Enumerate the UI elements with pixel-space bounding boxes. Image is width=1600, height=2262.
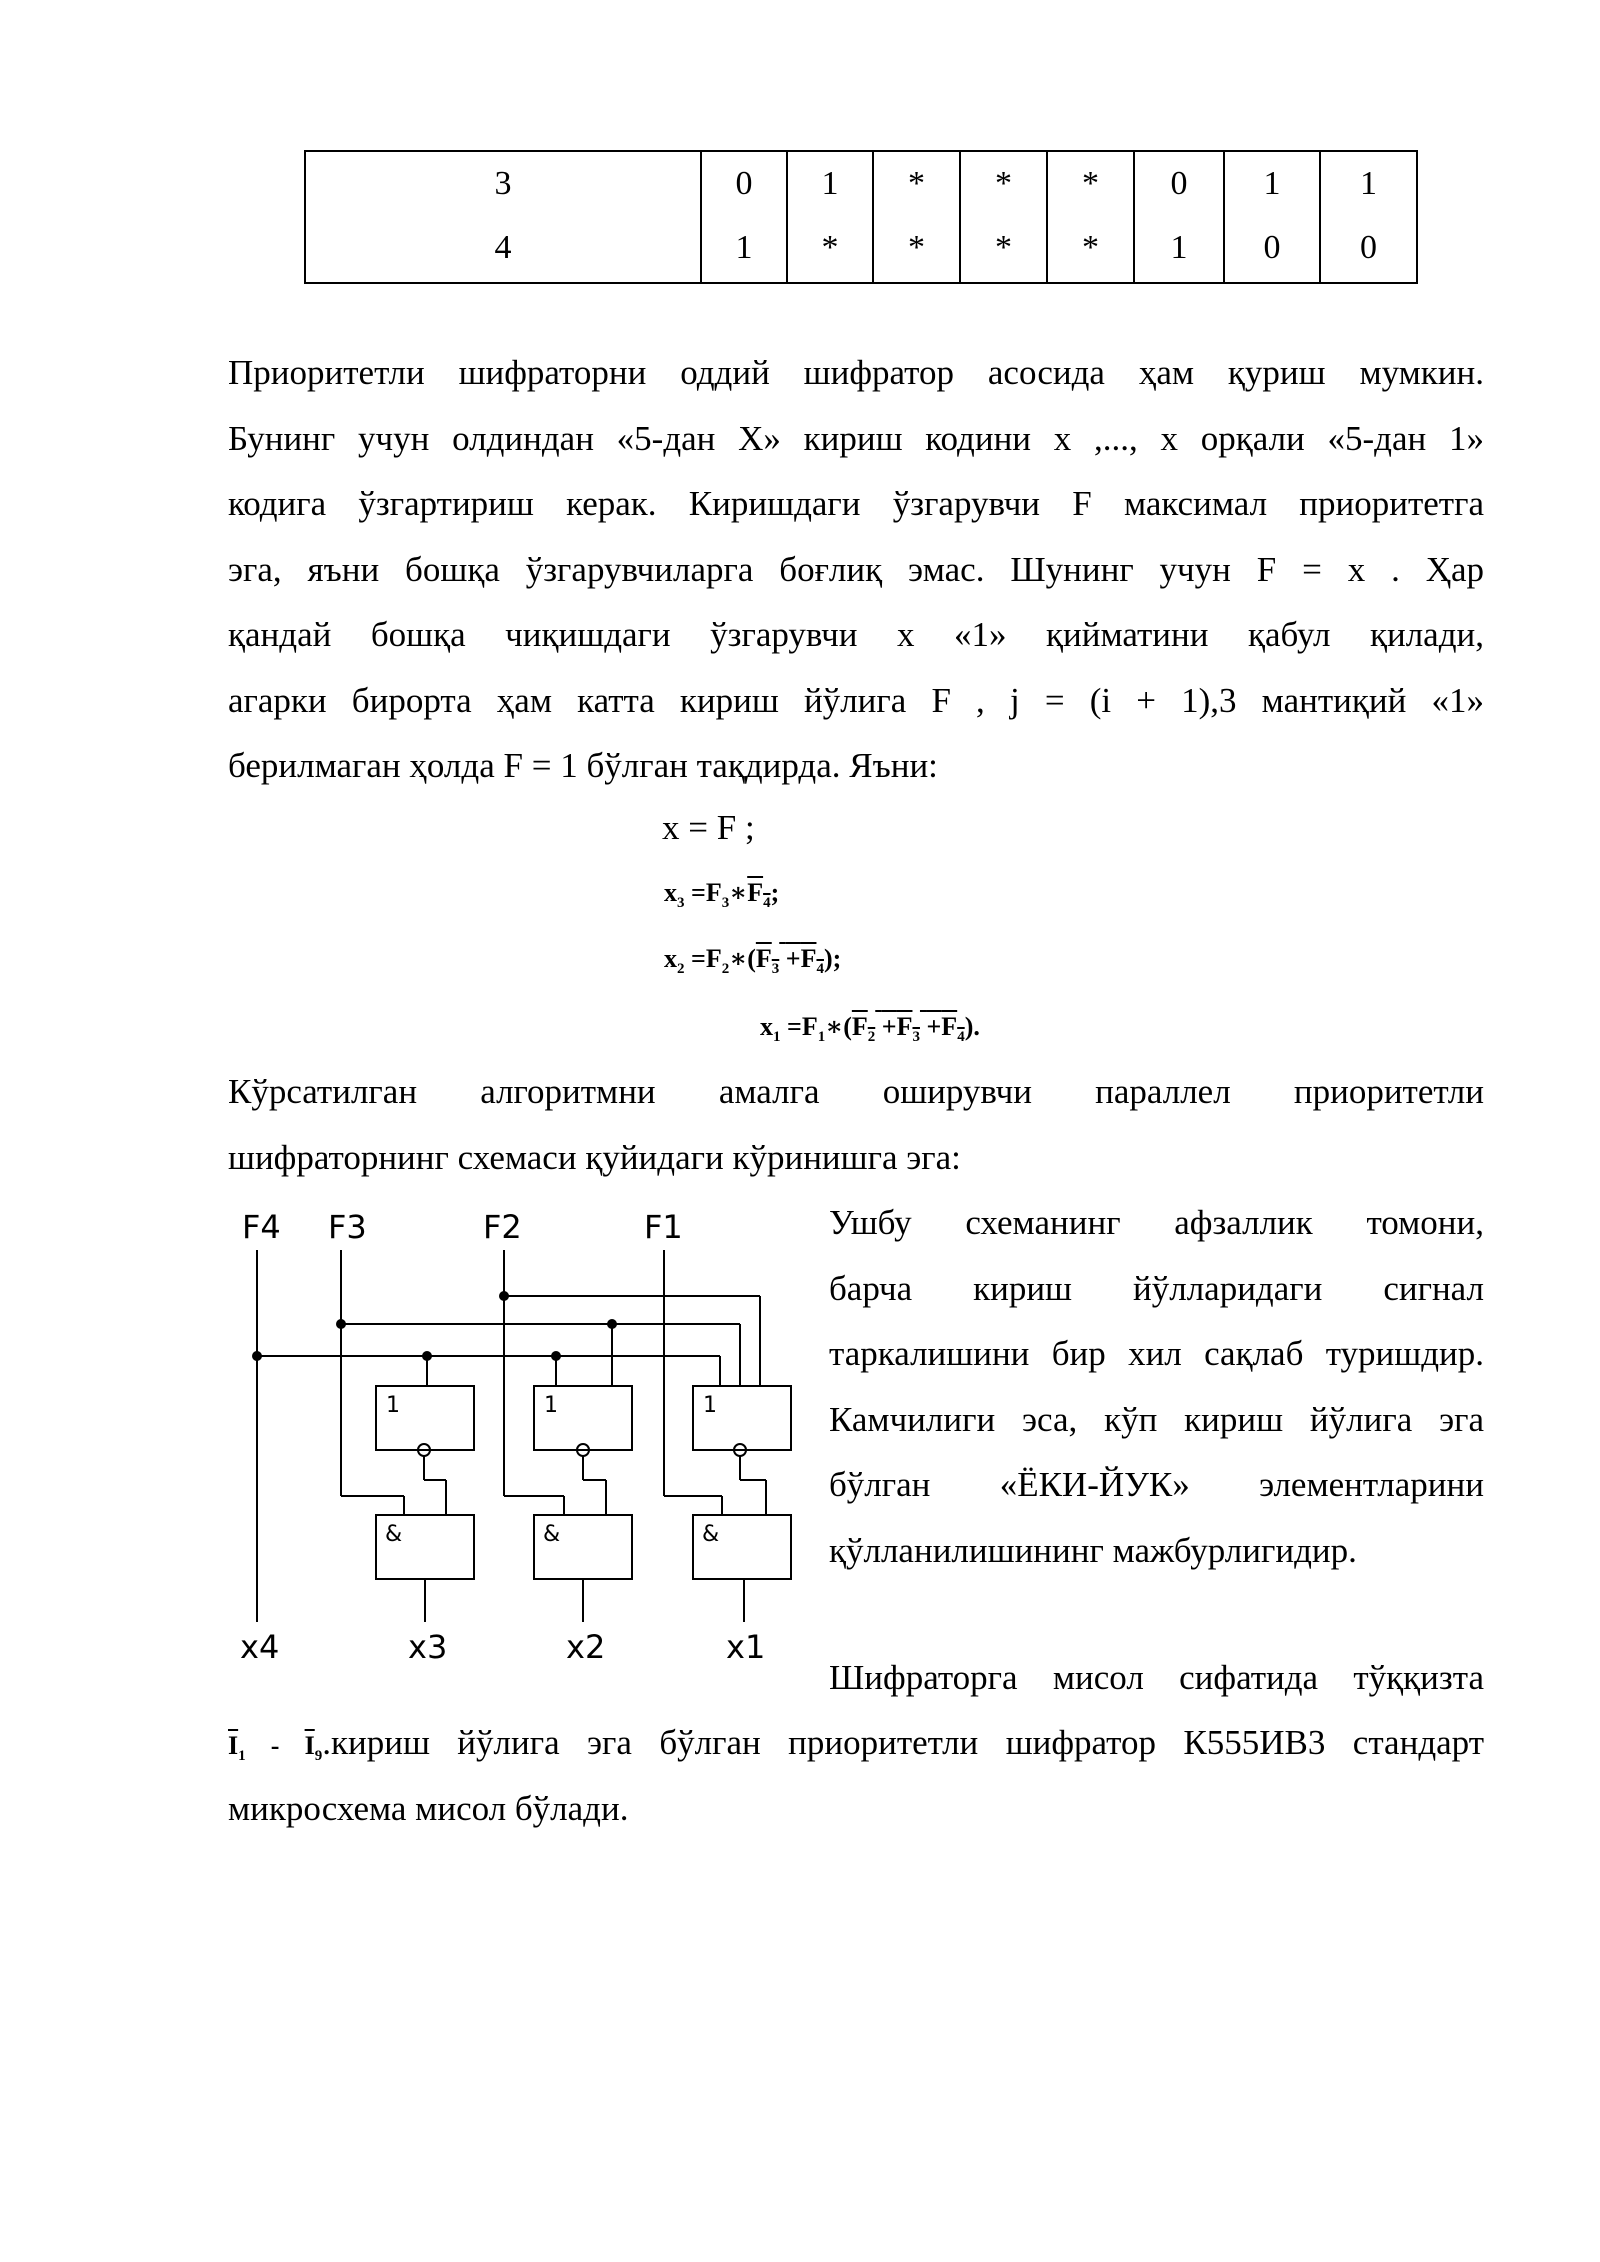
and-gate-label: & [702, 1522, 720, 1547]
paragraph-example-line1 [829, 1645, 1484, 1711]
text-line: Бунинг учун олдиндан «5-дан X» кириш кодини x ,..., x орқали «5-дан 1» [228, 418, 1484, 458]
inline-formula: $\overline{I}_1 - \overline{I}_9$ [228, 1731, 323, 1765]
truth-table [304, 150, 1418, 284]
formula-x2: $x_2$ $=F_2∗(F_3 +F_4)$; [664, 944, 842, 978]
table-cell: 1 * [787, 151, 873, 283]
text-line: агарки бирорта ҳам катта кириш йўлига F , j = (i + 1),3 мантиқий «1» [228, 680, 1484, 720]
paragraph-priority-encoder [228, 340, 1484, 799]
text-line: қўлланилишининг мажбурлигидир. [829, 1530, 1357, 1570]
paragraph-example [228, 1710, 1484, 1841]
table-cell: * * [873, 151, 960, 283]
text-line: Приоритетли шифраторни оддий шифратор асосида ҳам қуриш мумкин. [228, 353, 1484, 392]
input-label-f3: F3 [328, 1208, 367, 1246]
text-line: эга, яъни бошқа ўзгарувчиларга боғлиқ эмас. Шунинг учун F = x . Ҳар [228, 549, 1484, 589]
input-label-f2: F2 [483, 1208, 522, 1246]
table-row [305, 151, 1417, 283]
text-line: микросхема мисол бўлади. [228, 1788, 629, 1828]
text-line: Кўрсатилган алгоритмни амалга оширувчи параллел приоритетли [228, 1072, 1484, 1111]
text-line: бўлган «ЁКИ-ЙУК» элементларини [829, 1465, 1484, 1504]
text-line: берилмаган ҳолда F = 1 бўлган тақдирда. Яъни: [228, 746, 938, 785]
and-gate-label: & [385, 1522, 403, 1547]
table-cell: * * [960, 151, 1047, 283]
formula-x4: x = F ; [662, 808, 755, 847]
text-line: $\overline{I}_1$ - $\overline{I}_9.кириш$ йўлига эга бўлган приоритетли шифратор К555ИВ3 стандарт [228, 1723, 1484, 1765]
text-line: шифраторнинг схемаси қуйидаги кўринишга эга: [228, 1137, 961, 1177]
input-label-f1: F1 [644, 1208, 683, 1246]
formula-x1: $x_1$ $=F_1∗(F_2 +F_3 +F_4)$. [760, 1012, 980, 1046]
or-gate-label: 1 [386, 1393, 400, 1418]
paragraph-advantages [829, 1190, 1484, 1583]
table-cell: 1 0 [1224, 151, 1320, 283]
or-gate-label: 1 [544, 1393, 558, 1418]
table-cell: 0 1 [1134, 151, 1224, 283]
priority-encoder-circuit [228, 1190, 808, 1670]
and-gate-label: & [543, 1522, 561, 1547]
formula-x3: $x_3$ $=F_3∗F_4$; [664, 878, 780, 912]
row-label: 3 [494, 165, 512, 202]
text-line: Камчилиги эса, кўп кириш йўлига эга [829, 1399, 1484, 1439]
text-line: Шифраторга мисол сифатида тўққизта [829, 1658, 1484, 1697]
output-label-x3: x3 [408, 1628, 448, 1666]
table-cell: 0 1 [701, 151, 787, 283]
paragraph-scheme-intro [228, 1059, 1484, 1190]
output-label-x1: x1 [726, 1628, 766, 1666]
table-cell: * * [1047, 151, 1134, 283]
text-line: таркалишини бир хил сақлаб туришдир. [829, 1334, 1484, 1373]
text-line: қандай бошқа чиқишдаги ўзгарувчи x «1» қийматини қабул қилади, [228, 615, 1484, 654]
table-cell: 1 0 [1320, 151, 1417, 283]
text-line: барча кириш йўлларидаги сигнал [829, 1268, 1484, 1308]
output-label-x2: x2 [566, 1628, 606, 1666]
text-line: Ушбу схеманинг афзаллик томони, [829, 1203, 1484, 1242]
input-label-f4: F4 [242, 1208, 281, 1246]
table-cell-labels [305, 151, 701, 283]
text-line: кодига ўзгартириш керак. Киришдаги ўзгарувчи F максимал приоритетга [228, 484, 1484, 523]
or-gate-label: 1 [703, 1393, 717, 1418]
output-label-x4: x4 [240, 1628, 280, 1666]
row-label: 4 [494, 229, 512, 266]
